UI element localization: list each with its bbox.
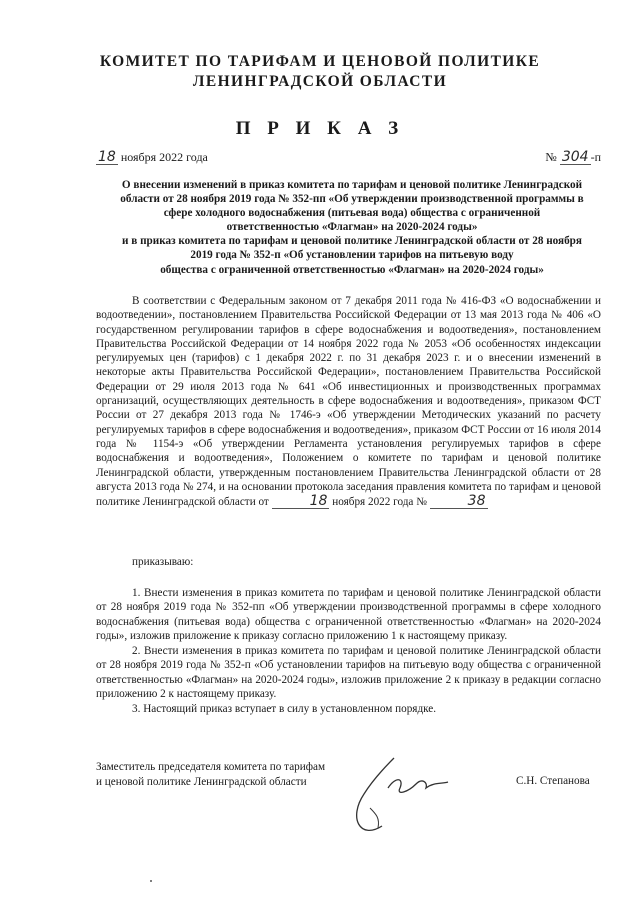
subject-line: и в приказ комитета по тарифам и ценовой политике Ленинградской области от 28 ноября [122,235,582,248]
subject-line: ответственностью «Флагман» на 2020-2024 годы» [226,221,478,234]
handwritten-protocol-number: 38 [430,494,488,509]
subject-line: 2019 года № 352-п «Об установлении тарифов на питьевую воду [190,249,514,262]
date-number-line [96,144,601,168]
order-items [96,586,601,717]
order-word: приказываю: [132,556,194,568]
document-date [96,150,208,165]
preamble-paragraph [96,294,601,509]
document-subject [96,178,608,277]
header-line-1: КОМИТЕТ ПО ТАРИФАМ И ЦЕНОВОЙ ПОЛИТИКЕ [99,53,541,70]
organization-header [60,52,580,92]
subject-line: области от 28 ноября 2019 года № 352-пп «Об утверждении производственной программы в [120,193,584,206]
document-title: П Р И К А З [235,118,405,139]
preamble-text-part2: ноября 2022 года № [332,496,427,509]
subject-line: общества с ограниченной ответственностью «Флагман» на 2020-2024 годы» [160,263,544,276]
document-number [545,150,601,165]
order-item: 2. Внести изменения в приказ комитета по тарифам и ценовой политике Ленинградской области от 28 ноября 2019 года № 352-п «Об установлении тарифов на питьевую воду общества с ограниченной ответственностью «Флагман» на 2020-2024 годы», изложив приложение 2 к приказу в редакции согласно приложению 2 к настоящему приказу. [96,645,601,701]
preamble [96,294,601,509]
order-item: 3. Настоящий приказ вступает в силу в установленном порядке. [132,703,437,716]
handwritten-protocol-day: 18 [272,494,330,509]
preamble-text-part1: В соответствии с Федеральным законом от 7 декабря 2011 года № 416-ФЗ «О водоснабжении и водоотведении», постановлением Правительства Российской Федерации от 13 мая 2013 года № 406 «О государственном регулировании тарифов в сфере водоснабжения и водоотведения», постановлением Правительства Российской Федерации от 14 ноября 2022 года № 2053 «Об особенностях индексации регулируемых цен (тарифов) с 1 декабря 2022 г. по 31 декабря 2023 г. и о внесении изменений в некоторые акты Правительства Российской Федерации», постановлением Правительства Российской Федерации от 29 июля 2013 года № 641 «Об инвестиционных и производственных программах организаций, осуществляющих деятельность в сфере водоснабжения и водоотведения», приказом ФСТ России от 27 декабря 2013 года № 1746-э «Об утверждении Методических указаний по расчету регулируемых тарифов в сфере водоснабжения и водоотведения», приказом ФСТ России от 16 июля 2014 года № 1154-э «Об утверждении Регламента установления регулируемых тарифов в сфере водоснабжения и водоотведения», Положением о комитете по тарифам и ценовой политике Ленинградской области, утвержденным постановлением Правительства Ленинградской области от 28 августа 2013 года № 274, и на основании протокола заседания правления комитета по тарифам и ценовой политике Ленинградской области от [96,295,601,509]
date-month-year: ноября 2022 года [120,150,208,164]
position-line-2: и ценовой политике Ленинградской области [96,776,307,788]
header-line-2: ЛЕНИНГРАДСКОЙ ОБЛАСТИ [192,73,448,90]
signatory-position [96,760,356,790]
number-suffix: -п [590,150,601,164]
scan-speck [150,880,152,882]
handwritten-signature [330,748,470,848]
signatory-name: С.Н. Степанова [516,775,590,787]
number-prefix: № [545,150,557,164]
subject-line: О внесении изменений в приказ комитета по тарифам и ценовой политике Ленинградской [121,179,583,191]
subject-line: сфере холодного водоснабжения (питьевая вода) общества с ограниченной [163,207,541,220]
handwritten-number: 304 [561,149,589,165]
handwritten-day: 18 [98,149,116,165]
position-line-1: Заместитель председателя комитета по тарифам [96,761,326,773]
order-item: 1. Внести изменения в приказ комитета по тарифам и ценовой политике Ленинградской области от 28 ноября 2019 года № 352-пп «Об утверждении производственной программы в сфере холодного водоснабжения (питьевая вода) общества с ограниченной ответственностью «Флагман» на 2020-2024 годы», изложив приложение к приказу согласно приложению 1 к настоящему приказу. [96,587,601,642]
